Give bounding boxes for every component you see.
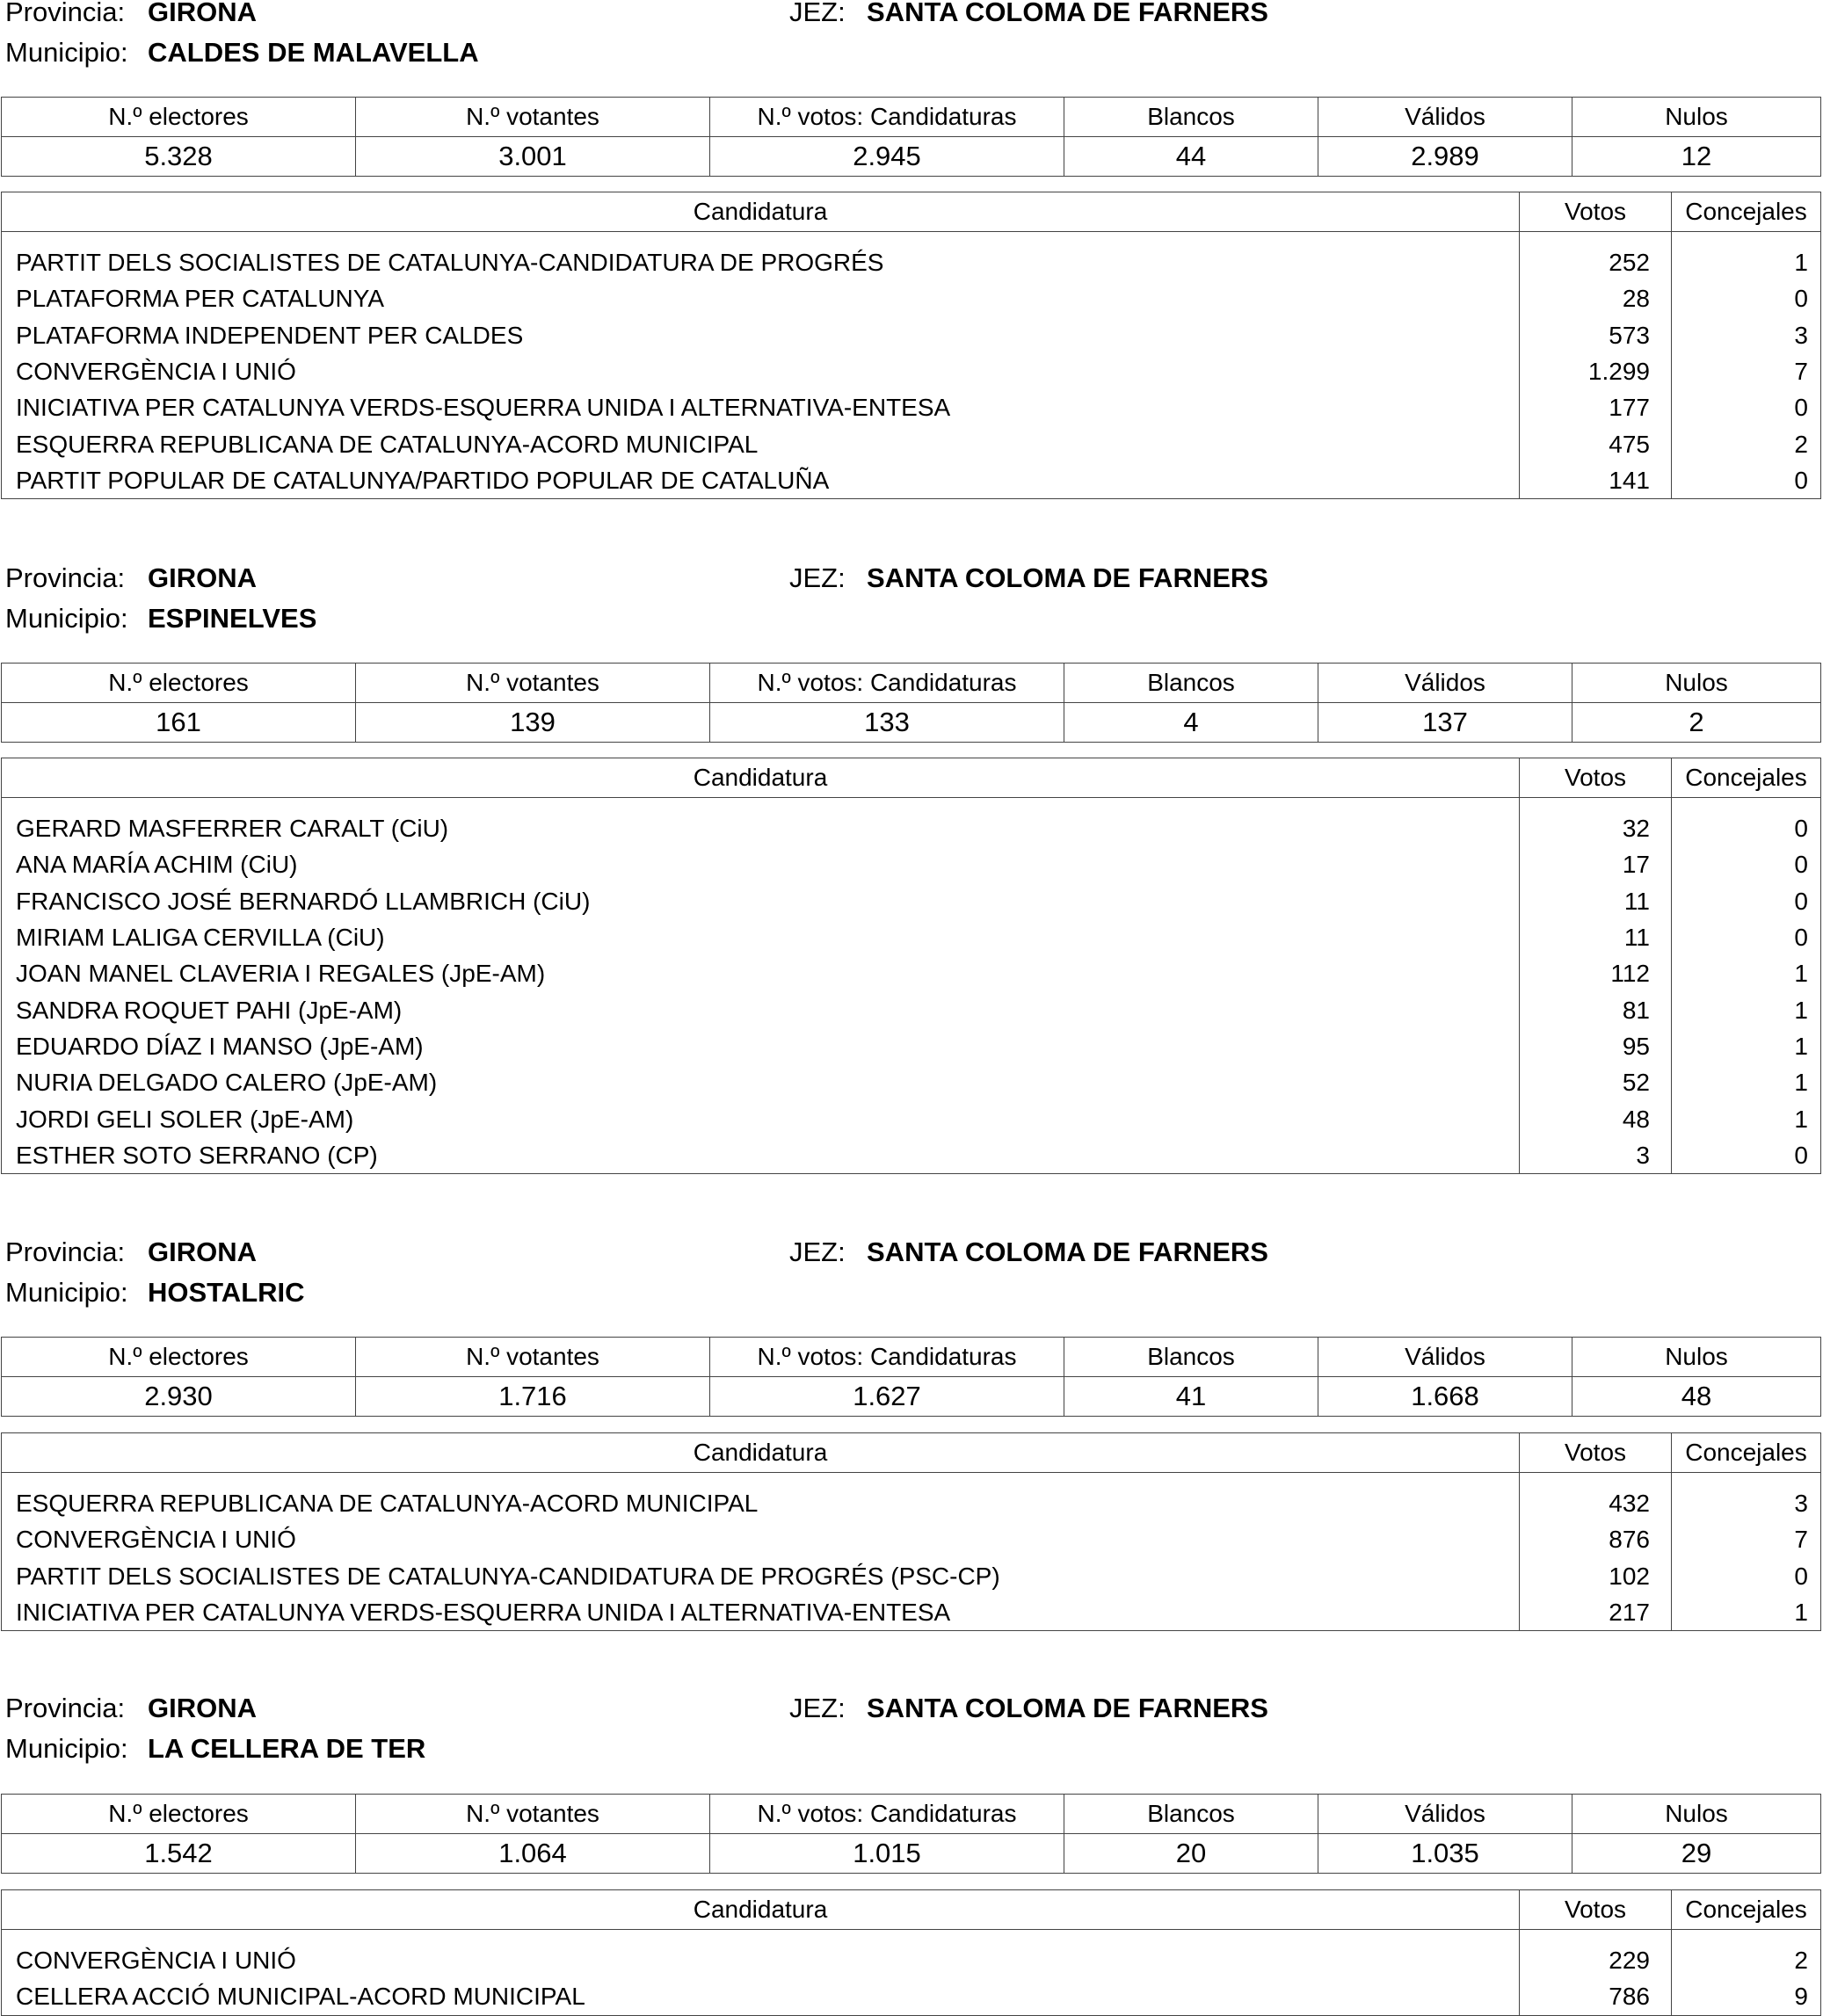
cand-header-votos: Votos	[1520, 192, 1672, 232]
cand-votos: 141	[1520, 462, 1672, 499]
stats-blancos: 44	[1064, 137, 1318, 177]
cand-votos: 876	[1520, 1521, 1672, 1557]
cand-header-concejales: Concejales	[1672, 1433, 1821, 1473]
cand-header-votos: Votos	[1520, 1433, 1672, 1473]
cand-concejales: 1	[1672, 1594, 1821, 1631]
table-row	[2, 955, 1821, 991]
cand-header-concejales: Concejales	[1672, 1890, 1821, 1930]
candidaturas-table	[1, 1889, 1821, 2016]
municipio-label: Municipio:	[5, 603, 128, 634]
candidaturas-table	[1, 758, 1821, 1174]
stats-header-votantes: N.º votantes	[356, 1795, 710, 1834]
section-header	[0, 559, 1823, 640]
table-row	[2, 1485, 1821, 1521]
cand-votos: 177	[1520, 389, 1672, 425]
cand-header-candidatura: Candidatura	[2, 758, 1520, 798]
stats-header-blancos: Blancos	[1064, 664, 1318, 703]
stats-validos: 2.989	[1318, 137, 1572, 177]
section-header	[0, 1689, 1823, 1770]
stats-blancos: 41	[1064, 1377, 1318, 1417]
stats-header-votantes: N.º votantes	[356, 1338, 710, 1377]
jez-value: SANTA COLOMA DE FARNERS	[867, 1236, 1268, 1267]
table-row	[2, 462, 1821, 499]
cand-votos: 3	[1520, 1137, 1672, 1174]
cand-concejales: 0	[1672, 462, 1821, 499]
stats-table	[1, 1337, 1821, 1417]
stats-votantes: 1.064	[356, 1834, 710, 1874]
stats-blancos: 4	[1064, 703, 1318, 743]
cand-concejales: 2	[1672, 1942, 1821, 1978]
cand-votos: 48	[1520, 1100, 1672, 1136]
stats-header-nulos: Nulos	[1572, 98, 1821, 137]
cand-name: INICIATIVA PER CATALUNYA VERDS-ESQUERRA UNIDA I ALTERNATIVA-ENTESA	[2, 389, 1520, 425]
jez-value: SANTA COLOMA DE FARNERS	[867, 562, 1268, 593]
stats-nulos: 12	[1572, 137, 1821, 177]
stats-header-votos-candidaturas: N.º votos: Candidaturas	[710, 98, 1064, 137]
stats-header-nulos: Nulos	[1572, 1338, 1821, 1377]
stats-header-validos: Válidos	[1318, 1338, 1572, 1377]
stats-header-nulos: Nulos	[1572, 1795, 1821, 1834]
provincia-label: Provincia:	[5, 1236, 126, 1267]
candidaturas-table	[1, 192, 1821, 499]
cand-name: FRANCISCO JOSÉ BERNARDÓ LLAMBRICH (CiU)	[2, 883, 1520, 919]
table-row	[2, 317, 1821, 353]
cand-votos: 475	[1520, 425, 1672, 461]
stats-header-electores: N.º electores	[2, 1338, 356, 1377]
cand-concejales: 1	[1672, 244, 1821, 280]
table-row	[2, 1100, 1821, 1136]
stats-header-blancos: Blancos	[1064, 1795, 1318, 1834]
cand-concejales: 1	[1672, 955, 1821, 991]
cand-votos: 28	[1520, 280, 1672, 316]
provincia-label: Provincia:	[5, 1693, 126, 1723]
stats-electores: 161	[2, 703, 356, 743]
cand-votos: 11	[1520, 883, 1672, 919]
cand-concejales: 1	[1672, 1100, 1821, 1136]
table-row	[2, 1137, 1821, 1174]
cand-votos: 95	[1520, 1028, 1672, 1064]
table-row	[2, 425, 1821, 461]
cand-name: SANDRA ROQUET PAHI (JpE-AM)	[2, 991, 1520, 1027]
stats-electores: 2.930	[2, 1377, 356, 1417]
stats-header-blancos: Blancos	[1064, 98, 1318, 137]
stats-header-votos-candidaturas: N.º votos: Candidaturas	[710, 1795, 1064, 1834]
cand-votos: 102	[1520, 1558, 1672, 1594]
stats-header-electores: N.º electores	[2, 98, 356, 137]
municipio-label: Municipio:	[5, 1277, 128, 1308]
cand-header-votos: Votos	[1520, 1890, 1672, 1930]
jez-value: SANTA COLOMA DE FARNERS	[867, 1693, 1268, 1723]
table-row	[2, 1558, 1821, 1594]
table-row	[2, 1942, 1821, 1978]
provincia-value: GIRONA	[148, 1693, 257, 1723]
cand-name: JORDI GELI SOLER (JpE-AM)	[2, 1100, 1520, 1136]
cand-name: PLATAFORMA PER CATALUNYA	[2, 280, 1520, 316]
cand-name: ESTHER SOTO SERRANO (CP)	[2, 1137, 1520, 1174]
table-row	[2, 244, 1821, 280]
provincia-value: GIRONA	[148, 0, 257, 27]
provincia-label: Provincia:	[5, 0, 126, 27]
stats-table	[1, 97, 1821, 177]
cand-header-votos: Votos	[1520, 758, 1672, 798]
provincia-value: GIRONA	[148, 1236, 257, 1267]
cand-concejales: 0	[1672, 389, 1821, 425]
cand-name: CONVERGÈNCIA I UNIÓ	[2, 353, 1520, 389]
stats-header-votos-candidaturas: N.º votos: Candidaturas	[710, 1338, 1064, 1377]
cand-votos: 81	[1520, 991, 1672, 1027]
table-row	[2, 991, 1821, 1027]
cand-name: PARTIT POPULAR DE CATALUNYA/PARTIDO POPULAR DE CATALUÑA	[2, 462, 1520, 499]
stats-header-blancos: Blancos	[1064, 1338, 1318, 1377]
stats-nulos: 2	[1572, 703, 1821, 743]
stats-votantes: 3.001	[356, 137, 710, 177]
cand-concejales: 9	[1672, 1978, 1821, 2015]
table-row	[2, 1064, 1821, 1100]
cand-concejales: 0	[1672, 1137, 1821, 1174]
cand-name: GERARD MASFERRER CARALT (CiU)	[2, 810, 1520, 846]
cand-votos: 573	[1520, 317, 1672, 353]
section-header	[0, 1233, 1823, 1314]
cand-name: PARTIT DELS SOCIALISTES DE CATALUNYA-CANDIDATURA DE PROGRÉS	[2, 244, 1520, 280]
table-row	[2, 846, 1821, 882]
cand-header-concejales: Concejales	[1672, 192, 1821, 232]
stats-votos-candidaturas: 1.015	[710, 1834, 1064, 1874]
cand-votos: 229	[1520, 1942, 1672, 1978]
table-row	[2, 353, 1821, 389]
cand-name: CONVERGÈNCIA I UNIÓ	[2, 1942, 1520, 1978]
table-row	[2, 1594, 1821, 1631]
cand-name: ESQUERRA REPUBLICANA DE CATALUNYA-ACORD MUNICIPAL	[2, 425, 1520, 461]
stats-votantes: 1.716	[356, 1377, 710, 1417]
table-row	[2, 1978, 1821, 2015]
table-row	[2, 1521, 1821, 1557]
stats-header-electores: N.º electores	[2, 664, 356, 703]
municipio-value: CALDES DE MALAVELLA	[148, 37, 479, 68]
cand-name: ANA MARÍA ACHIM (CiU)	[2, 846, 1520, 882]
cand-name: INICIATIVA PER CATALUNYA VERDS-ESQUERRA UNIDA I ALTERNATIVA-ENTESA	[2, 1594, 1520, 1631]
stats-validos: 1.035	[1318, 1834, 1572, 1874]
municipio-label: Municipio:	[5, 37, 128, 68]
stats-validos: 1.668	[1318, 1377, 1572, 1417]
cand-concejales: 0	[1672, 280, 1821, 316]
stats-blancos: 20	[1064, 1834, 1318, 1874]
candidaturas-table	[1, 1432, 1821, 1631]
cand-concejales: 3	[1672, 1485, 1821, 1521]
municipio-value: ESPINELVES	[148, 603, 317, 634]
cand-name: PARTIT DELS SOCIALISTES DE CATALUNYA-CANDIDATURA DE PROGRÉS (PSC-CP)	[2, 1558, 1520, 1594]
cand-concejales: 7	[1672, 1521, 1821, 1557]
stats-header-electores: N.º electores	[2, 1795, 356, 1834]
cand-votos: 112	[1520, 955, 1672, 991]
municipio-label: Municipio:	[5, 1733, 128, 1764]
stats-header-votantes: N.º votantes	[356, 664, 710, 703]
cand-concejales: 1	[1672, 1064, 1821, 1100]
cand-votos: 17	[1520, 846, 1672, 882]
table-row	[2, 883, 1821, 919]
cand-name: EDUARDO DÍAZ I MANSO (JpE-AM)	[2, 1028, 1520, 1064]
stats-votos-candidaturas: 1.627	[710, 1377, 1064, 1417]
cand-concejales: 0	[1672, 846, 1821, 882]
cand-name: JOAN MANEL CLAVERIA I REGALES (JpE-AM)	[2, 955, 1520, 991]
stats-nulos: 48	[1572, 1377, 1821, 1417]
stats-header-votos-candidaturas: N.º votos: Candidaturas	[710, 664, 1064, 703]
cand-header-candidatura: Candidatura	[2, 192, 1520, 232]
table-row	[2, 810, 1821, 846]
cand-header-concejales: Concejales	[1672, 758, 1821, 798]
cand-name: NURIA DELGADO CALERO (JpE-AM)	[2, 1064, 1520, 1100]
cand-concejales: 0	[1672, 919, 1821, 955]
table-row	[2, 389, 1821, 425]
cand-concejales: 1	[1672, 991, 1821, 1027]
cand-name: ESQUERRA REPUBLICANA DE CATALUNYA-ACORD MUNICIPAL	[2, 1485, 1520, 1521]
table-row	[2, 919, 1821, 955]
cand-votos: 252	[1520, 244, 1672, 280]
stats-electores: 5.328	[2, 137, 356, 177]
stats-table	[1, 663, 1821, 743]
cand-votos: 786	[1520, 1978, 1672, 2015]
stats-validos: 137	[1318, 703, 1572, 743]
jez-label: JEZ:	[789, 0, 846, 27]
stats-nulos: 29	[1572, 1834, 1821, 1874]
table-row	[2, 280, 1821, 316]
cand-votos: 217	[1520, 1594, 1672, 1631]
stats-header-validos: Válidos	[1318, 98, 1572, 137]
stats-votos-candidaturas: 2.945	[710, 137, 1064, 177]
cand-concejales: 7	[1672, 353, 1821, 389]
provincia-value: GIRONA	[148, 562, 257, 593]
stats-electores: 1.542	[2, 1834, 356, 1874]
cand-name: MIRIAM LALIGA CERVILLA (CiU)	[2, 919, 1520, 955]
cand-votos: 52	[1520, 1064, 1672, 1100]
stats-header-validos: Válidos	[1318, 1795, 1572, 1834]
section-header	[0, 0, 1823, 74]
cand-votos: 432	[1520, 1485, 1672, 1521]
cand-header-candidatura: Candidatura	[2, 1433, 1520, 1473]
cand-concejales: 0	[1672, 1558, 1821, 1594]
cand-concejales: 0	[1672, 883, 1821, 919]
cand-name: CELLERA ACCIÓ MUNICIPAL-ACORD MUNICIPAL	[2, 1978, 1520, 2015]
cand-votos: 1.299	[1520, 353, 1672, 389]
provincia-label: Provincia:	[5, 562, 126, 593]
jez-label: JEZ:	[789, 1693, 846, 1723]
table-row	[2, 1028, 1821, 1064]
jez-label: JEZ:	[789, 562, 846, 593]
stats-header-validos: Válidos	[1318, 664, 1572, 703]
municipio-value: HOSTALRIC	[148, 1277, 305, 1308]
stats-table	[1, 1794, 1821, 1874]
cand-name: CONVERGÈNCIA I UNIÓ	[2, 1521, 1520, 1557]
cand-concejales: 2	[1672, 425, 1821, 461]
stats-votantes: 139	[356, 703, 710, 743]
stats-header-nulos: Nulos	[1572, 664, 1821, 703]
cand-votos: 32	[1520, 810, 1672, 846]
jez-value: SANTA COLOMA DE FARNERS	[867, 0, 1268, 27]
cand-votos: 11	[1520, 919, 1672, 955]
cand-concejales: 3	[1672, 317, 1821, 353]
stats-votos-candidaturas: 133	[710, 703, 1064, 743]
stats-header-votantes: N.º votantes	[356, 98, 710, 137]
cand-concejales: 0	[1672, 810, 1821, 846]
cand-header-candidatura: Candidatura	[2, 1890, 1520, 1930]
municipio-value: LA CELLERA DE TER	[148, 1733, 426, 1764]
cand-concejales: 1	[1672, 1028, 1821, 1064]
cand-name: PLATAFORMA INDEPENDENT PER CALDES	[2, 317, 1520, 353]
jez-label: JEZ:	[789, 1236, 846, 1267]
